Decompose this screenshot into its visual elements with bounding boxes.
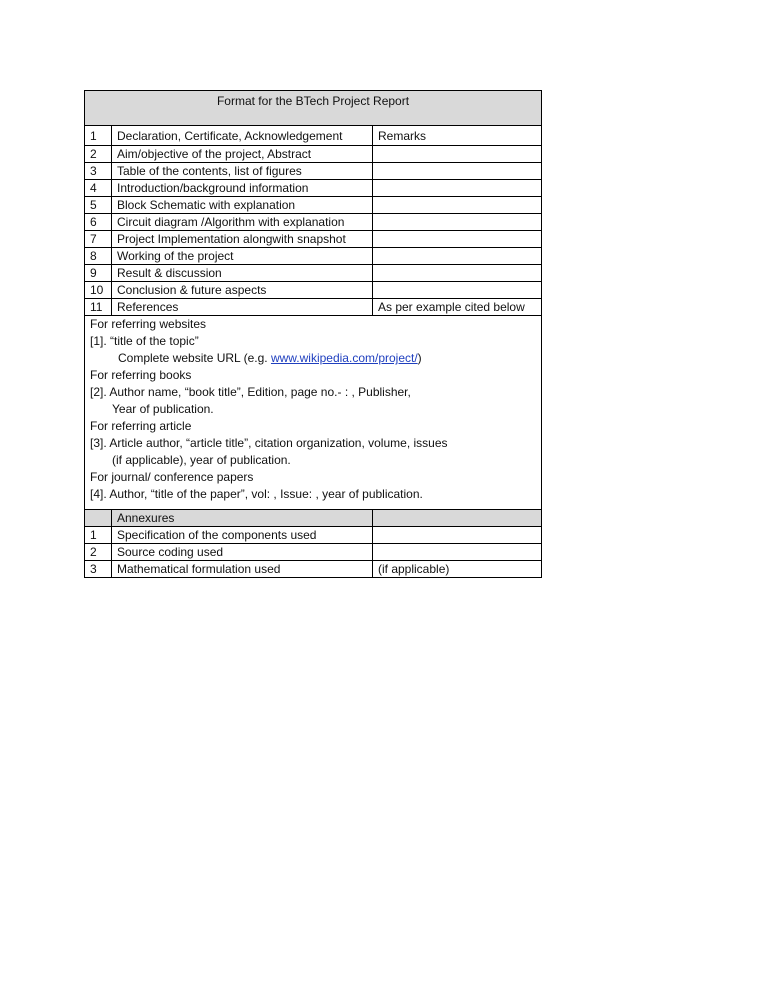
row-remarks	[373, 163, 542, 180]
row-item: Declaration, Certificate, Acknowledgement	[112, 126, 373, 146]
annexures-heading: Annexures	[112, 510, 373, 527]
row-number: 7	[85, 231, 112, 248]
row-number: 3	[85, 561, 112, 578]
annexures-number-cell	[85, 510, 112, 527]
row-number: 1	[85, 126, 112, 146]
row-item: Circuit diagram /Algorithm with explanation	[112, 214, 373, 231]
article-example-2: (if applicable), year of publication.	[112, 453, 291, 467]
row-item: Source coding used	[112, 544, 373, 561]
websites-example-1: [1]. “title of the topic”	[90, 334, 199, 348]
row-remarks	[373, 248, 542, 265]
row-remarks: (if applicable)	[373, 561, 542, 578]
row-remarks	[373, 282, 542, 299]
table-row	[85, 180, 542, 197]
row-item: Conclusion & future aspects	[112, 282, 373, 299]
table-row	[85, 544, 542, 561]
table-row	[85, 214, 542, 231]
row-item: Table of the contents, list of figures	[112, 163, 373, 180]
annexures-header-row	[85, 510, 542, 527]
row-item: Aim/objective of the project, Abstract	[112, 146, 373, 163]
table-row	[85, 265, 542, 282]
row-item: Specification of the components used	[112, 527, 373, 544]
row-remarks	[373, 197, 542, 214]
table-row	[85, 231, 542, 248]
table-row	[85, 282, 542, 299]
references-notes	[85, 316, 542, 510]
websites-heading: For referring websites	[90, 317, 207, 331]
row-number: 1	[85, 527, 112, 544]
books-heading: For referring books	[90, 368, 192, 382]
row-remarks	[373, 527, 542, 544]
row-remarks	[373, 180, 542, 197]
row-remarks	[373, 146, 542, 163]
row-number: 2	[85, 544, 112, 561]
row-number: 6	[85, 214, 112, 231]
row-number: 2	[85, 146, 112, 163]
websites-example-2	[90, 350, 536, 367]
table-row	[85, 248, 542, 265]
title-row	[85, 91, 542, 126]
table-title: Format for the BTech Project Report	[85, 91, 542, 126]
row-number: 10	[85, 282, 112, 299]
row-number: 3	[85, 163, 112, 180]
row-number: 9	[85, 265, 112, 282]
row-remarks	[373, 214, 542, 231]
row-number: 8	[85, 248, 112, 265]
table-row	[85, 126, 542, 146]
table-row	[85, 146, 542, 163]
row-remarks	[373, 231, 542, 248]
row-item: Working of the project	[112, 248, 373, 265]
row-item: Project Implementation alongwith snapshot	[112, 231, 373, 248]
websites-url-prefix: Complete website URL (e.g.	[118, 351, 271, 365]
row-item: References	[112, 299, 373, 316]
remarks-header: Remarks	[373, 126, 542, 146]
websites-url-suffix: )	[417, 351, 422, 365]
references-row	[85, 316, 542, 510]
table-row	[85, 527, 542, 544]
row-number: 11	[85, 299, 112, 316]
table-row	[85, 163, 542, 180]
annexures-remarks-cell	[373, 510, 542, 527]
article-heading: For referring article	[90, 419, 192, 433]
books-example-2: Year of publication.	[112, 402, 214, 416]
journal-heading: For journal/ conference papers	[90, 470, 254, 484]
row-item: Block Schematic with explanation	[112, 197, 373, 214]
table-row	[85, 197, 542, 214]
table-row	[85, 299, 542, 316]
journal-example-1: [4]. Author, “title of the paper”, vol: , Issue: , year of publication.	[90, 487, 423, 501]
row-number: 4	[85, 180, 112, 197]
row-remarks: As per example cited below	[373, 299, 542, 316]
report-format-table	[84, 90, 542, 578]
table-row	[85, 561, 542, 578]
row-item: Introduction/background information	[112, 180, 373, 197]
wikipedia-link[interactable]: www.wikipedia.com/project/	[270, 351, 418, 365]
row-number: 5	[85, 197, 112, 214]
row-remarks	[373, 544, 542, 561]
row-item: Mathematical formulation used	[112, 561, 373, 578]
row-remarks	[373, 265, 542, 282]
article-example-1: [3]. Article author, “article title”, citation organization, volume, issues	[90, 436, 448, 450]
books-example-1: [2]. Author name, “book title”, Edition, page no.- : , Publisher,	[90, 385, 411, 399]
row-item: Result & discussion	[112, 265, 373, 282]
